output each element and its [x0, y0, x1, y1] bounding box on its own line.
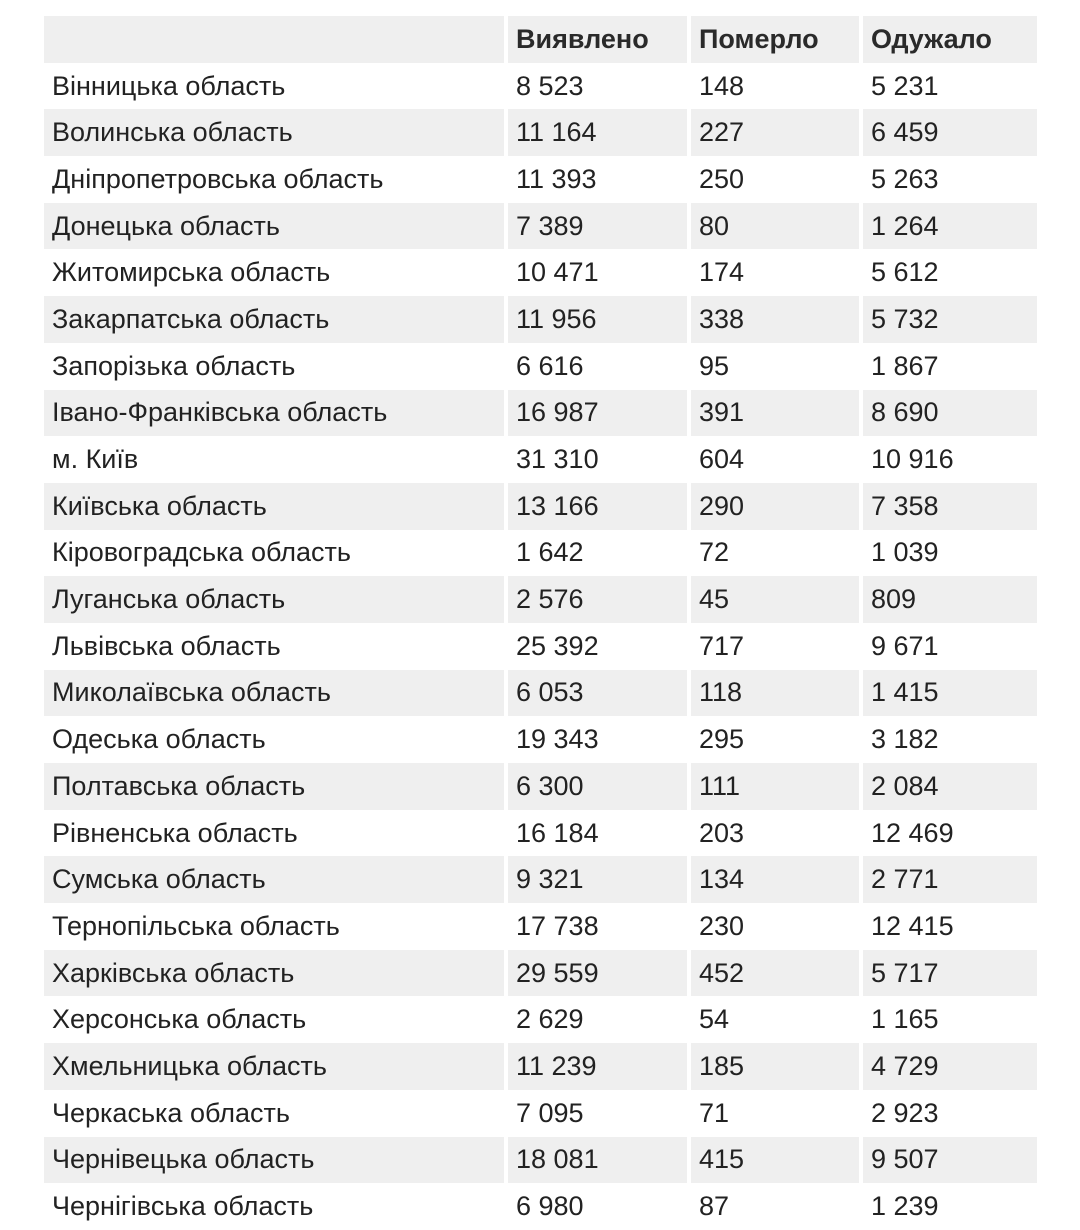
- cell-detected: 6 616: [508, 343, 687, 390]
- cell-region: Донецька область: [44, 203, 504, 250]
- cell-recovered: 2 084: [863, 763, 1037, 810]
- cell-detected: 7 095: [508, 1090, 687, 1137]
- cell-region: Дніпропетровська область: [44, 156, 504, 203]
- table-row: [44, 856, 1037, 903]
- cell-died: 72: [691, 530, 859, 577]
- cell-died: 203: [691, 810, 859, 857]
- cell-died: 174: [691, 249, 859, 296]
- cell-recovered: 5 612: [863, 249, 1037, 296]
- table-row: [44, 716, 1037, 763]
- cell-region: Хмельницька область: [44, 1043, 504, 1090]
- cell-detected: 17 738: [508, 903, 687, 950]
- cell-recovered: 1 239: [863, 1183, 1037, 1230]
- cell-died: 391: [691, 390, 859, 437]
- cell-region: Вінницька область: [44, 63, 504, 110]
- cell-died: 338: [691, 296, 859, 343]
- cell-region: Сумська область: [44, 856, 504, 903]
- cell-recovered: 9 671: [863, 623, 1037, 670]
- cell-detected: 11 956: [508, 296, 687, 343]
- cell-recovered: 1 165: [863, 996, 1037, 1043]
- table-header-row: [44, 16, 1037, 63]
- cell-recovered: 1 039: [863, 530, 1037, 577]
- table-row: [44, 1090, 1037, 1137]
- table-row: [44, 63, 1037, 110]
- cell-died: 71: [691, 1090, 859, 1137]
- table-row: [44, 436, 1037, 483]
- table-row: [44, 343, 1037, 390]
- table-row: [44, 1183, 1037, 1230]
- cell-region: Кіровоградська область: [44, 530, 504, 577]
- table-row: [44, 763, 1037, 810]
- cell-recovered: 5 732: [863, 296, 1037, 343]
- cell-detected: 31 310: [508, 436, 687, 483]
- cell-died: 230: [691, 903, 859, 950]
- table-row: [44, 296, 1037, 343]
- cell-died: 290: [691, 483, 859, 530]
- table-row: [44, 530, 1037, 577]
- cell-detected: 6 053: [508, 670, 687, 717]
- cell-region: Луганська область: [44, 576, 504, 623]
- cell-died: 87: [691, 1183, 859, 1230]
- cell-recovered: 1 867: [863, 343, 1037, 390]
- header-detected: Виявлено: [508, 16, 687, 63]
- table-row: [44, 483, 1037, 530]
- cell-died: 185: [691, 1043, 859, 1090]
- cell-region: Полтавська область: [44, 763, 504, 810]
- cell-recovered: 9 507: [863, 1137, 1037, 1184]
- cell-recovered: 6 459: [863, 109, 1037, 156]
- cell-region: Тернопільська область: [44, 903, 504, 950]
- table-body: [44, 63, 1037, 1230]
- cell-detected: 13 166: [508, 483, 687, 530]
- cell-detected: 29 559: [508, 950, 687, 997]
- cell-detected: 7 389: [508, 203, 687, 250]
- cell-detected: 16 184: [508, 810, 687, 857]
- cell-died: 452: [691, 950, 859, 997]
- cell-recovered: 2 771: [863, 856, 1037, 903]
- cell-detected: 1 642: [508, 530, 687, 577]
- cell-detected: 16 987: [508, 390, 687, 437]
- region-stats-table: [40, 16, 1041, 1230]
- header-recovered: Одужало: [863, 16, 1037, 63]
- table-row: [44, 950, 1037, 997]
- cell-region: Закарпатська область: [44, 296, 504, 343]
- cell-region: Івано-Франківська область: [44, 390, 504, 437]
- cell-died: 80: [691, 203, 859, 250]
- cell-recovered: 5 263: [863, 156, 1037, 203]
- cell-region: Львівська область: [44, 623, 504, 670]
- cell-died: 45: [691, 576, 859, 623]
- cell-detected: 10 471: [508, 249, 687, 296]
- cell-detected: 6 980: [508, 1183, 687, 1230]
- cell-died: 717: [691, 623, 859, 670]
- cell-recovered: 3 182: [863, 716, 1037, 763]
- cell-detected: 6 300: [508, 763, 687, 810]
- table-row: [44, 576, 1037, 623]
- cell-died: 134: [691, 856, 859, 903]
- table-row: [44, 623, 1037, 670]
- cell-recovered: 1 264: [863, 203, 1037, 250]
- cell-recovered: 8 690: [863, 390, 1037, 437]
- table-row: [44, 156, 1037, 203]
- cell-region: Запорізька область: [44, 343, 504, 390]
- cell-died: 95: [691, 343, 859, 390]
- cell-region: Миколаївська область: [44, 670, 504, 717]
- cell-died: 250: [691, 156, 859, 203]
- cell-detected: 2 629: [508, 996, 687, 1043]
- cell-died: 111: [691, 763, 859, 810]
- cell-region: Чернігівська область: [44, 1183, 504, 1230]
- cell-region: Харківська область: [44, 950, 504, 997]
- cell-recovered: 809: [863, 576, 1037, 623]
- cell-detected: 11 393: [508, 156, 687, 203]
- table-row: [44, 996, 1037, 1043]
- header-died: Померло: [691, 16, 859, 63]
- cell-recovered: 1 415: [863, 670, 1037, 717]
- cell-recovered: 12 469: [863, 810, 1037, 857]
- table-row: [44, 670, 1037, 717]
- cell-recovered: 4 729: [863, 1043, 1037, 1090]
- cell-died: 295: [691, 716, 859, 763]
- cell-detected: 9 321: [508, 856, 687, 903]
- table-row: [44, 1137, 1037, 1184]
- header-region: [44, 16, 504, 63]
- cell-detected: 2 576: [508, 576, 687, 623]
- table-row: [44, 1043, 1037, 1090]
- cell-detected: 19 343: [508, 716, 687, 763]
- cell-died: 54: [691, 996, 859, 1043]
- table-row: [44, 109, 1037, 156]
- cell-died: 415: [691, 1137, 859, 1184]
- cell-region: м. Київ: [44, 436, 504, 483]
- cell-detected: 8 523: [508, 63, 687, 110]
- table-row: [44, 903, 1037, 950]
- cell-recovered: 7 358: [863, 483, 1037, 530]
- cell-detected: 11 164: [508, 109, 687, 156]
- cell-region: Чернівецька область: [44, 1137, 504, 1184]
- cell-region: Рівненська область: [44, 810, 504, 857]
- cell-detected: 11 239: [508, 1043, 687, 1090]
- cell-died: 227: [691, 109, 859, 156]
- cell-died: 604: [691, 436, 859, 483]
- cell-died: 118: [691, 670, 859, 717]
- table-row: [44, 810, 1037, 857]
- cell-recovered: 12 415: [863, 903, 1037, 950]
- cell-died: 148: [691, 63, 859, 110]
- cell-region: Черкаська область: [44, 1090, 504, 1137]
- cell-recovered: 5 717: [863, 950, 1037, 997]
- cell-recovered: 2 923: [863, 1090, 1037, 1137]
- table-row: [44, 203, 1037, 250]
- cell-recovered: 5 231: [863, 63, 1037, 110]
- cell-detected: 18 081: [508, 1137, 687, 1184]
- cell-region: Волинська область: [44, 109, 504, 156]
- cell-region: Одеська область: [44, 716, 504, 763]
- cell-recovered: 10 916: [863, 436, 1037, 483]
- cell-region: Херсонська область: [44, 996, 504, 1043]
- table-row: [44, 390, 1037, 437]
- table-row: [44, 249, 1037, 296]
- cell-region: Київська область: [44, 483, 504, 530]
- cell-detected: 25 392: [508, 623, 687, 670]
- cell-region: Житомирська область: [44, 249, 504, 296]
- region-stats-table-container: [44, 16, 1037, 1230]
